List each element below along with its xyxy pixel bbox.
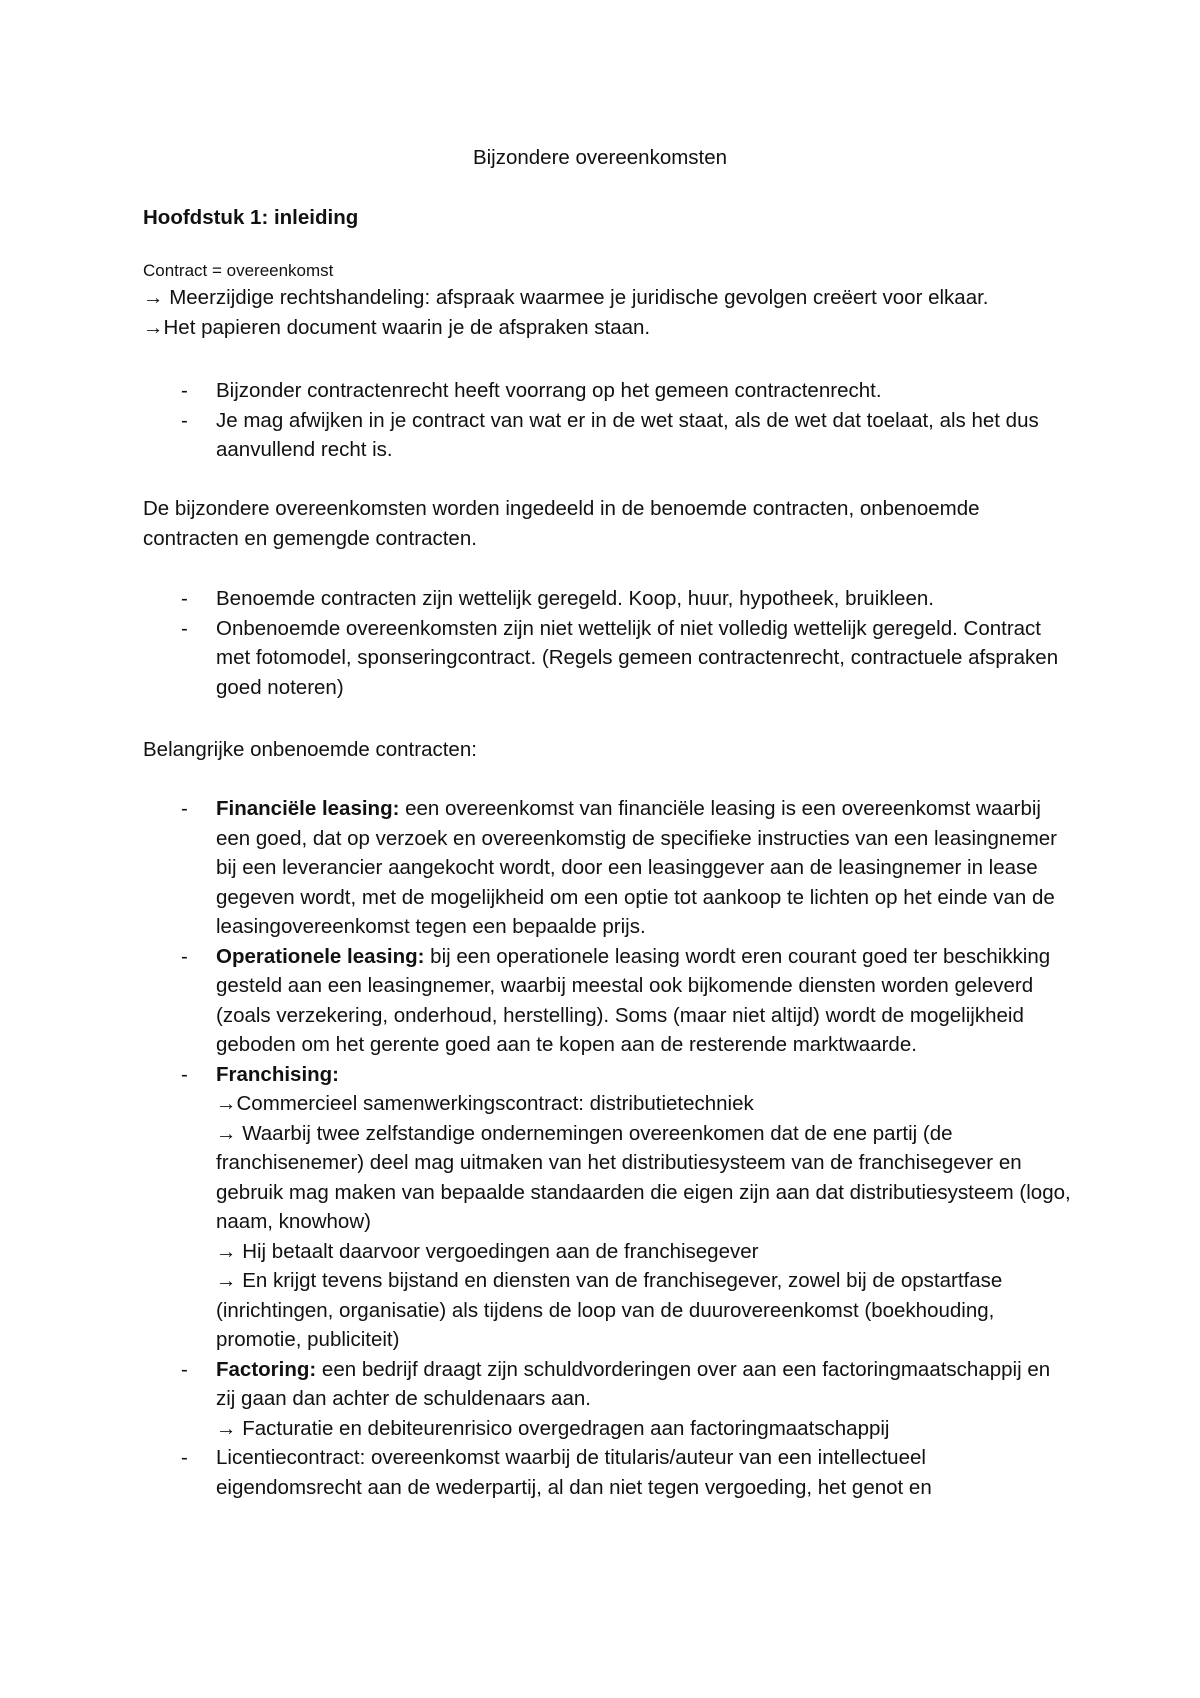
paragraph-important-contracts: Belangrijke onbenoemde contracten:: [143, 738, 477, 761]
bullet-dash: -: [181, 379, 188, 402]
bullet-list-1: [143, 376, 1073, 465]
term-label: Financiële leasing:: [216, 797, 400, 820]
bullet-dash: -: [181, 1062, 188, 1086]
arrow-line-2: →Het papieren document waarin je de afspraken staan.: [143, 315, 651, 339]
sub-line: → Waarbij twee zelfstandige ondernemingen overeenkomen dat de ene partij (de franchisenemer) deel mag uitmaken van het distributiesysteem van de franchisegever en gebruik mag maken van bepaalde standaarden die eigen zijn aan dat distributiesysteem (logo, naam, knowhow): [216, 1121, 1071, 1233]
term-label: Operationele leasing:: [216, 944, 425, 968]
paragraph-classification: De bijzondere overeenkomsten worden ingedeeld in de benoemde contracten, onbenoemde contracten en gemengde contracten.: [143, 497, 980, 550]
term-definition: een bedrijf draagt zijn schuldvorderingen over aan een factoringmaatschappij en zij gaan dan achter de schuldenaars aan.: [216, 1357, 1051, 1410]
term-label: Factoring:: [216, 1357, 317, 1381]
list-item-license-contract: [143, 1443, 1073, 1502]
term-definition: bij een operationele leasing wordt eren courant goed ter beschikking gesteld aan een leasingnemer, waarbij meestal ook bijkomende diensten worden geleverd (zoals verzekering, onderhoud, herstelling). Soms (maar niet altijd) wordt de mogelijkheid geboden om het gerente goed aan te kopen aan de resterende marktwaarde.: [216, 944, 1051, 1056]
arrow-line-1: → Meerzijdige rechtshandeling: afspraak waarmee je juridische gevolgen creëert voor elkaar.: [143, 286, 989, 309]
term-definition: een overeenkomst van financiële leasing is een overeenkomst waarbij een goed, dat op verzoek en overeenkomstig de specifieke instructies van een leasingnemer bij een leverancier aangekocht wordt, door een leasinggever aan de leasingnemer in lease gegeven wordt, met de mogelijkheid om een optie tot aankoop te lichten op het einde van de leasingovereenkomst tegen een bepaalde prijs.: [216, 797, 1058, 938]
list-item-text: Je mag afwijken in je contract van wat er in de wet staat, als de wet dat toelaat, als het dus aanvullend recht is.: [216, 408, 1039, 461]
list-item-text: Onbenoemde overeenkomsten zijn niet wettelijk of niet volledig wettelijk geregeld. Contract met fotomodel, sponseringcontract. (Regels gemeen contractenrecht, contractuele afspraken goed noteren): [216, 616, 1059, 699]
list-item: [143, 376, 1073, 406]
sub-line: → Hij betaalt daarvoor vergoedingen aan de franchisegever: [216, 1239, 759, 1263]
bullet-dash: -: [181, 1357, 188, 1381]
list-item-text: Bijzonder contractenrecht heeft voorrang op het gemeen contractenrecht.: [216, 379, 882, 402]
list-item-financial-leasing: [143, 794, 1073, 942]
list-item-franchising: [143, 1060, 1073, 1355]
bullet-dash: -: [181, 797, 188, 820]
bullet-dash: -: [181, 616, 188, 640]
bullet-list-3: [143, 794, 1073, 1502]
list-item-operational-leasing: [143, 942, 1073, 1060]
bullet-dash: -: [181, 408, 188, 432]
contract-definition: Contract = overeenkomst: [143, 261, 334, 280]
term-label: Franchising:: [216, 1062, 340, 1086]
bullet-list-2: [143, 584, 1073, 702]
sub-line: →Commercieel samenwerkingscontract: distributietechniek: [216, 1092, 754, 1115]
sub-line: → Facturatie en debiteurenrisico overgedragen aan factoringmaatschappij: [216, 1416, 890, 1440]
bullet-dash: -: [181, 944, 188, 968]
list-item: [143, 584, 1073, 614]
document-title: Bijzondere overeenkomsten: [472, 146, 728, 169]
list-item: [143, 614, 1073, 703]
term-definition: Licentiecontract: overeenkomst waarbij de titularis/auteur van een intellectueel eigendomsrecht aan de wederpartij, al dan niet tegen vergoeding, het genot en: [216, 1446, 932, 1499]
chapter-heading: Hoofdstuk 1: inleiding: [143, 206, 359, 229]
list-item: [143, 406, 1073, 465]
list-item-text: Benoemde contracten zijn wettelijk geregeld. Koop, huur, hypotheek, bruikleen.: [216, 587, 934, 610]
list-item-factoring: [143, 1355, 1073, 1444]
bullet-dash: -: [181, 1446, 188, 1469]
sub-line: → En krijgt tevens bijstand en diensten van de franchisegever, zowel bij de opstartfase (inrichtingen, organisatie) als tijdens de loop van de duurovereenkomst (boekhouding, promotie, publiciteit): [216, 1269, 1003, 1351]
contract-definition-block: [143, 259, 1073, 342]
bullet-dash: -: [181, 587, 188, 610]
